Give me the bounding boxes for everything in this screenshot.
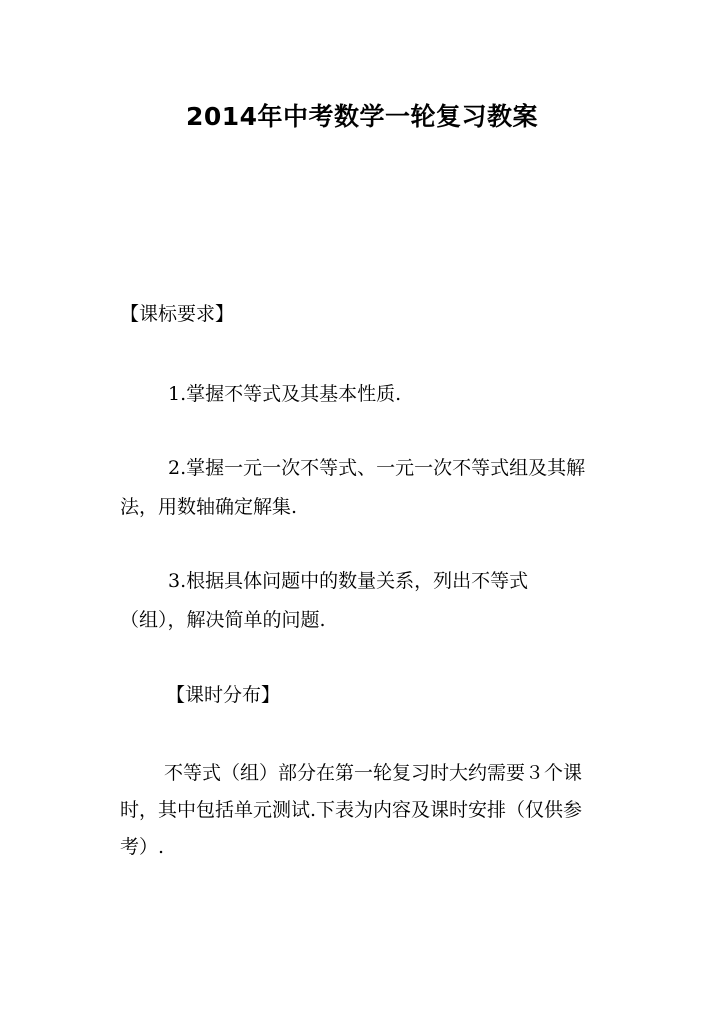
requirement-item-3-line-1: 3.根据具体问题中的数量关系，列出不等式 bbox=[168, 570, 529, 592]
requirement-item-2-line-1: 2.掌握一元一次不等式、一元一次不等式组及其解 bbox=[168, 457, 586, 479]
requirement-item-2-line-2: 法，用数轴确定解集. bbox=[120, 496, 298, 518]
schedule-paragraph-line-3: 考）. bbox=[120, 836, 165, 858]
section-heading-schedule: 【课时分布】 bbox=[166, 684, 281, 706]
requirement-item-3-line-2: （组），解决简单的问题. bbox=[120, 609, 326, 631]
section-heading-requirements: 【课标要求】 bbox=[120, 303, 235, 325]
schedule-paragraph-line-1: 不等式（组）部分在第一轮复习时大约需要３个课 bbox=[164, 762, 583, 784]
schedule-paragraph-line-2: 时，其中包括单元测试.下表为内容及课时安排（仅供参 bbox=[120, 799, 583, 821]
document-title: 2014年中考数学一轮复习教案 bbox=[185, 102, 539, 131]
requirement-item-1: 1.掌握不等式及其基本性质. bbox=[168, 383, 402, 405]
